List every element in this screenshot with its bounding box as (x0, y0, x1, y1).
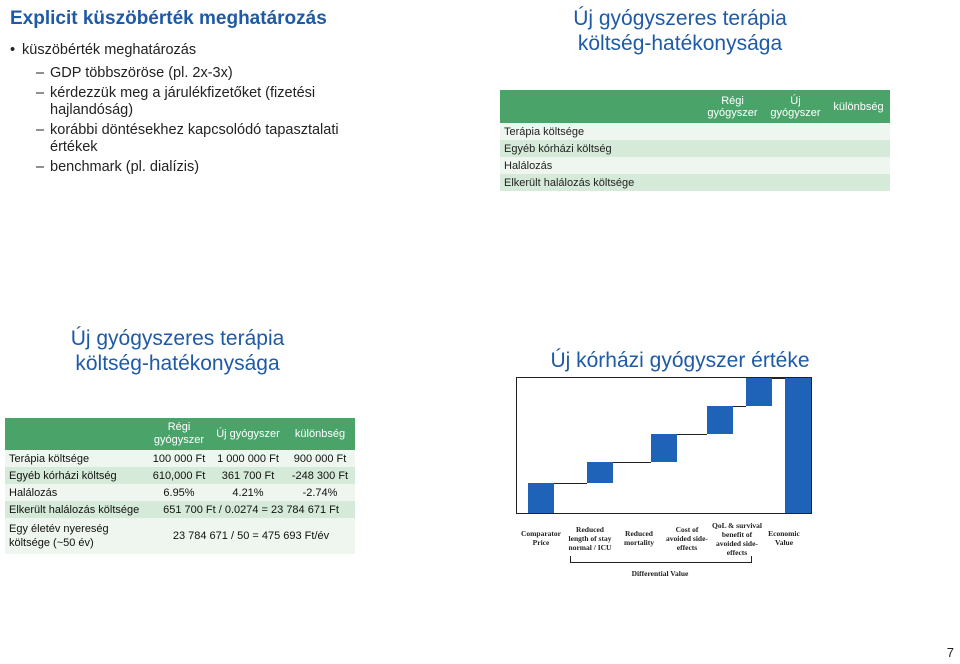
slide2-title: Új gyógyszeres terápia költség-hatékonysága (573, 7, 787, 55)
slide4-title: Új kórházi gyógyszer értéke (550, 349, 810, 372)
subbullet-prior: – korábbi döntésekhez kapcsolódó tapasztalati (50, 122, 339, 139)
page-number: 7 (946, 645, 954, 660)
header-new: Új gyógyszer (764, 90, 827, 123)
bar-comparator (528, 483, 554, 513)
label-differential: Differential Value (631, 569, 689, 578)
cell-span: 23 784 671 / 50 = 475 693 Ft/év (147, 518, 355, 554)
bar-economic-value (785, 378, 811, 513)
connector (733, 406, 746, 407)
connector (613, 462, 651, 463)
header-old: Régi gyógyszer (147, 418, 211, 450)
subbullet-gdp: – GDP többszöröse (pl. 2x-3x) (50, 65, 233, 82)
label-comparator: Comparator Price (521, 529, 561, 547)
header-diff: különbség (285, 418, 355, 450)
connector (554, 483, 587, 484)
label-side-effects: Cost of avoided side-effects (666, 525, 708, 552)
row-label: Terápia költsége (500, 123, 701, 140)
connector (772, 378, 785, 379)
cell-new: 1 000 000 Ft (211, 450, 285, 467)
bar-side-effects (707, 406, 733, 434)
row-label: Egyéb kórházi költség (5, 467, 147, 484)
cell-diff: -248 300 Ft (285, 467, 355, 484)
bar-qol (746, 378, 772, 406)
bar-stay (587, 462, 613, 483)
row-label: Halálozás (500, 157, 701, 174)
label-mortality: Reduced mortality (624, 529, 654, 547)
cell-old: 100 000 Ft (147, 450, 211, 467)
label-economic-value: Economic Value (768, 529, 800, 547)
row-label: Egyéb kórházi költség (500, 140, 701, 157)
subbullet-benchmark: – benchmark (pl. dialízis) (50, 159, 199, 176)
row-label: Terápia költsége (5, 450, 147, 467)
cell-new: 4.21% (211, 484, 285, 501)
cell-diff: 900 000 Ft (285, 450, 355, 467)
label-stay: Reduced length of stay normal / ICU (568, 525, 612, 552)
differential-bracket (570, 556, 752, 563)
row-label: Elkerült halálozás költsége (5, 501, 147, 518)
cell-new: 361 700 Ft (211, 467, 285, 484)
bullet-main: • küszöbérték meghatározás (22, 42, 196, 59)
header-old: Régi gyógyszer (701, 90, 764, 123)
cell-span: 651 700 Ft / 0.0274 = 23 784 671 Ft (147, 501, 355, 518)
slide1-title: Explicit küszöbérték meghatározás (10, 8, 327, 29)
subbullet-ask-cont: hajlandóság) (50, 102, 134, 118)
waterfall-chart (516, 377, 812, 514)
slide3-table (5, 418, 355, 554)
header-new: Új gyógyszer (211, 418, 285, 450)
subbullet-ask: – kérdezzük meg a járulékfizetőket (fizetési (50, 85, 315, 102)
label-qol: QoL & survival benefit of avoided side-effects (711, 521, 762, 557)
header-diff: különbség (827, 90, 890, 123)
slide3-title: Új gyógyszeres terápia költség-hatékonysága (70, 327, 285, 375)
row-label: Egy életév nyereség költsége (~50 év) (5, 518, 147, 554)
connector (677, 434, 707, 435)
slide2-table (500, 90, 890, 191)
cell-old: 6.95% (147, 484, 211, 501)
row-label: Elkerült halálozás költsége (500, 174, 701, 191)
subbullet-prior-cont: értékek (50, 139, 98, 155)
row-label: Halálozás (5, 484, 147, 501)
bar-mortality (651, 434, 677, 462)
cell-old: 610,000 Ft (147, 467, 211, 484)
cell-diff: -2.74% (285, 484, 355, 501)
